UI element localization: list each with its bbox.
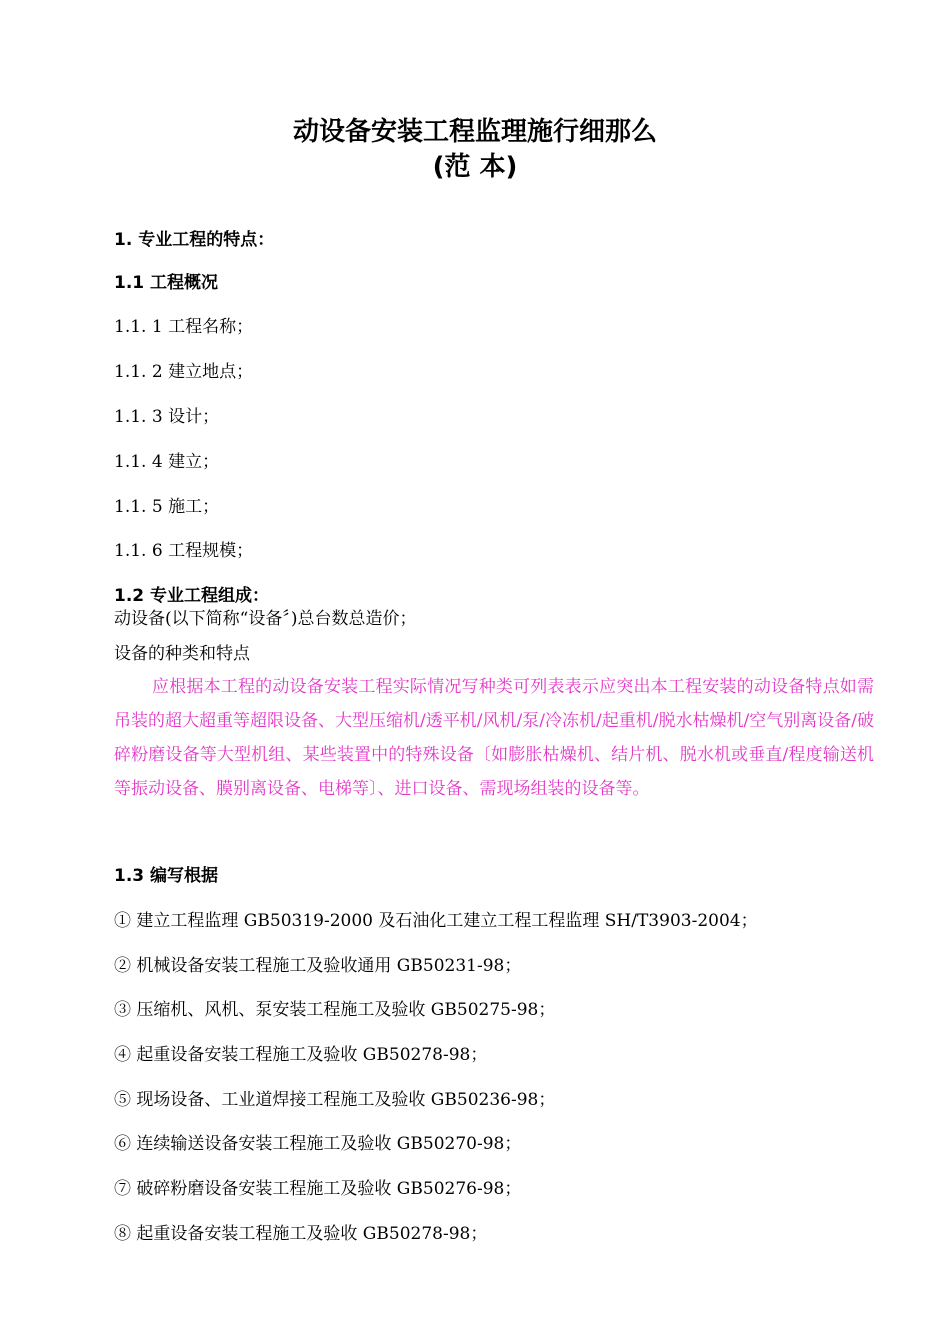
reference-item-6: ⑥ 连续输送设备安装工程施工及验收 GB50270-98；	[114, 1134, 522, 1154]
reference-item-3: ③ 压缩机、风机、泵安装工程施工及验收 GB50275-98；	[114, 1000, 556, 1020]
section-1-3-heading: 1.3 编写根据	[114, 866, 219, 886]
reference-item-5: ⑤ 现场设备、工业道焊接工程施工及验收 GB50236-98；	[114, 1090, 556, 1110]
overview-item-6: 1.1. 6 工程规模；	[114, 541, 254, 561]
section-1-1-heading: 1.1 工程概况	[114, 273, 219, 293]
document-title: 动设备安装工程监理施行细那么	[292, 117, 657, 147]
reference-item-1: ① 建立工程监理 GB50319-2000 及石油化工建立工程工程监理 SH/T3903-2004；	[114, 911, 758, 931]
composition-note: 应根据本工程的动设备安装工程实际情况写种类可列表表示应突出本工程安装的动设备特点如需吊装的超大超重等超限设备、大型压缩机/透平机/风机/泵/冷冻机/起重机/脱水枯燥机/空气别离设备/破碎粉磨设备等大型机组、某些装置中的特殊设备〔如膨胀枯燥机、结片机、脱水机或垂直/程度输送机等振动设备、膜别离设备、电梯等〕、进口设备、需现场组装的设备等。	[114, 677, 874, 799]
overview-item-1: 1.1. 1 工程名称；	[114, 317, 254, 337]
document-subtitle: (范 本)	[432, 152, 518, 182]
section-1-heading: 1. 专业工程的特点：	[114, 230, 275, 250]
reference-item-2: ② 机械设备安装工程施工及验收通用 GB50231-98；	[114, 956, 522, 976]
composition-line-2: 设备的种类和特点	[114, 644, 250, 664]
reference-item-4: ④ 起重设备安装工程施工及验收 GB50278-98；	[114, 1045, 488, 1065]
composition-line-1: 动设备(以下简称“设备〞)总台数总造价；	[114, 609, 417, 629]
reference-item-8: ⑧ 起重设备安装工程施工及验收 GB50278-98；	[114, 1224, 488, 1244]
reference-item-7: ⑦ 破碎粉磨设备安装工程施工及验收 GB50276-98；	[114, 1179, 522, 1199]
overview-item-5: 1.1. 5 施工；	[114, 497, 220, 517]
overview-item-4: 1.1. 4 建立；	[114, 452, 220, 472]
overview-item-2: 1.1. 2 建立地点；	[114, 362, 254, 382]
section-1-2-heading: 1.2 专业工程组成：	[114, 586, 270, 606]
overview-item-3: 1.1. 3 设计；	[114, 407, 220, 427]
